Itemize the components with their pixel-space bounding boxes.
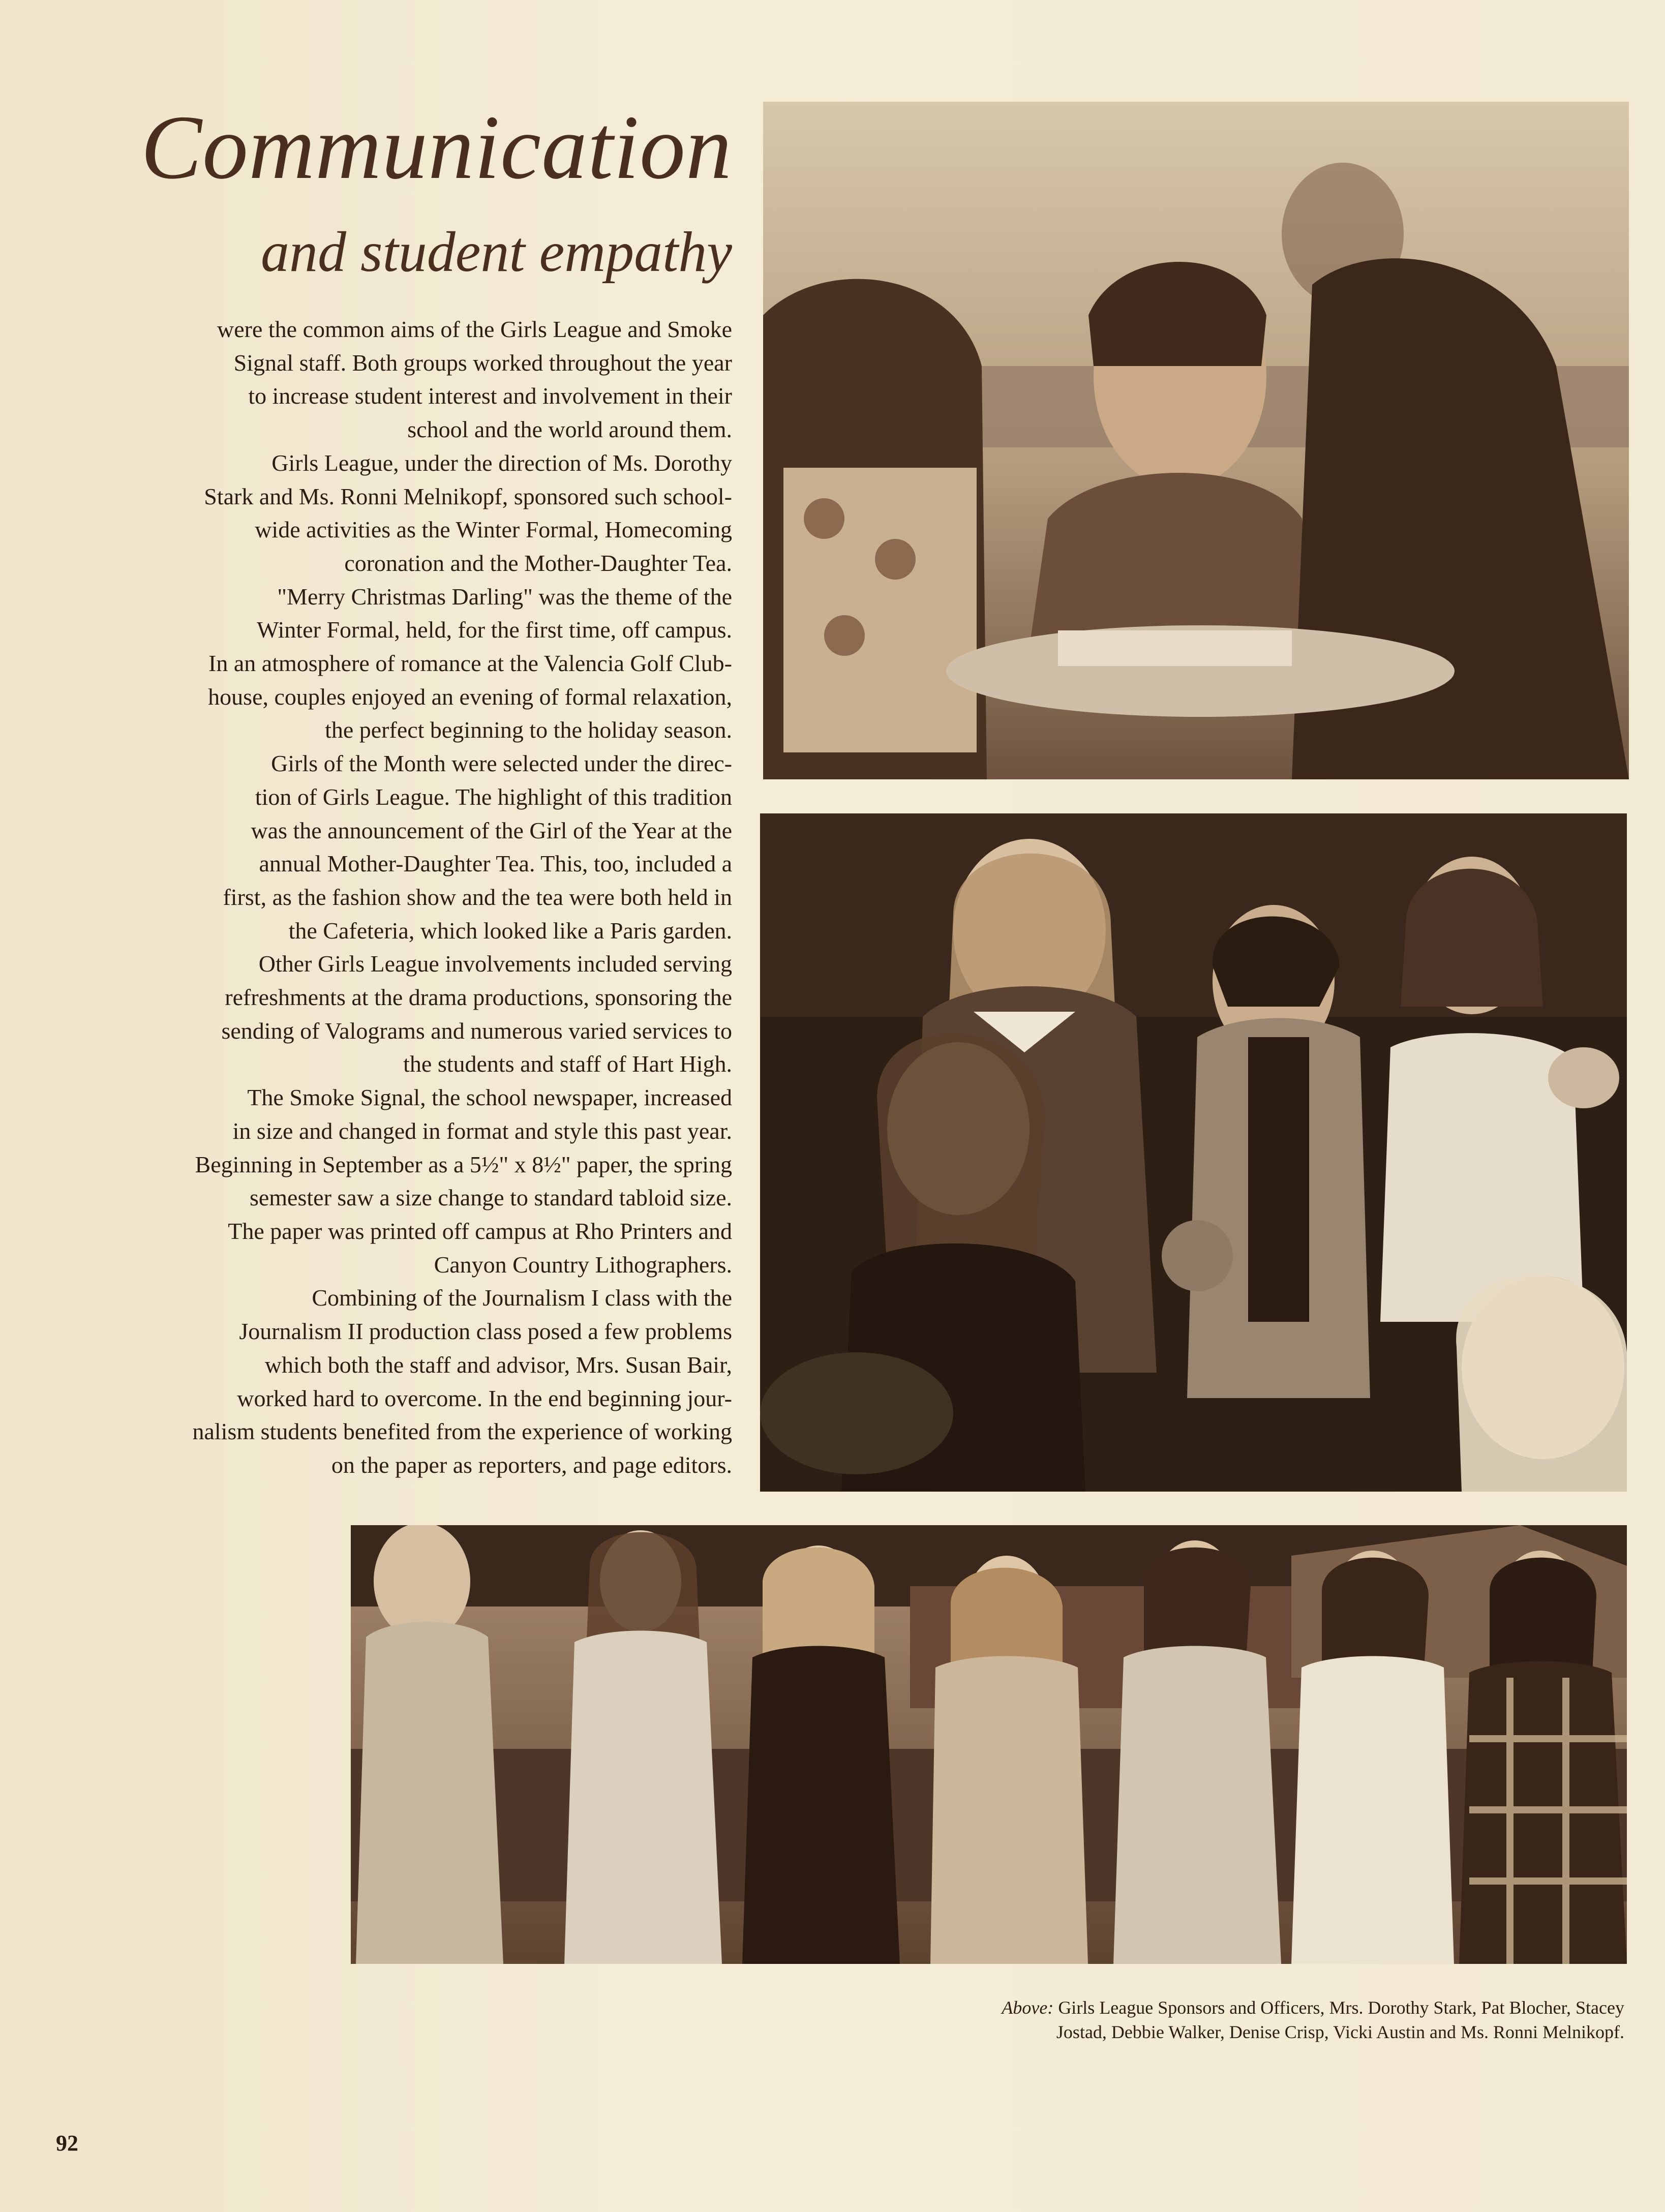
- body-line: to increase student interest and involvement in their: [248, 383, 732, 409]
- body-line: Combining of the Journalism I class with the: [312, 1285, 732, 1311]
- page-subtitle: and student empathy: [261, 221, 732, 284]
- body-line: school and the world around them.: [407, 416, 732, 443]
- caption-line-2: Jostad, Debbie Walker, Denise Crisp, Vicki Austin and Ms. Ronni Melnikopf.: [1056, 2022, 1624, 2042]
- body-line: "Merry Christmas Darling" was the theme of the: [277, 583, 732, 610]
- body-line: semester saw a size change to standard tabloid size.: [249, 1185, 732, 1211]
- body-line: Journalism II production class posed a few problems: [239, 1318, 732, 1345]
- body-line: Girls of the Month were selected under the direc-: [271, 750, 732, 777]
- body-line: Other Girls League involvements included serving: [258, 951, 732, 977]
- body-line: the perfect beginning to the holiday season.: [325, 717, 732, 743]
- body-line: The paper was printed off campus at Rho Printers and: [228, 1218, 732, 1244]
- body-line: on the paper as reporters, and page editors.: [331, 1451, 732, 1478]
- body-line: nalism students benefited from the experience of working: [192, 1418, 732, 1445]
- body-line: Stark and Ms. Ronni Melnikopf, sponsored such school-: [204, 483, 732, 509]
- body-line: refreshments at the drama productions, sponsoring the: [225, 984, 732, 1011]
- body-line: Signal staff. Both groups worked throughout the year: [233, 349, 732, 376]
- body-line: wide activities as the Winter Formal, Homecoming: [255, 517, 732, 543]
- body-line: sending of Valograms and numerous varied services to: [221, 1017, 732, 1044]
- photo-girls-league-officers-image: [351, 1525, 1627, 1964]
- page-number: 92: [56, 2131, 78, 2156]
- body-line: In an atmosphere of romance at the Valencia Golf Club-: [208, 650, 732, 677]
- body-line: was the announcement of the Girl of the Year at the: [251, 817, 732, 843]
- body-line: coronation and the Mother-Daughter Tea.: [344, 550, 732, 576]
- body-line: The Smoke Signal, the school newspaper, increased: [247, 1084, 732, 1111]
- body-line: Beginning in September as a 5½" x 8½" paper, the spring: [195, 1151, 732, 1177]
- body-line: which both the staff and advisor, Mrs. Susan Bair,: [264, 1351, 732, 1378]
- photo-girls-group-image: [760, 813, 1627, 1492]
- body-line: tion of Girls League. The highlight of this tradition: [255, 783, 732, 810]
- body-line: first, as the fashion show and the tea were both held in: [223, 884, 732, 910]
- body-line: Girls League, under the direction of Ms. Dorothy: [271, 449, 732, 476]
- body-line: house, couples enjoyed an evening of formal relaxation,: [208, 683, 732, 710]
- photo-students-at-table: [763, 102, 1629, 779]
- body-line: Canyon Country Lithographers.: [434, 1251, 732, 1278]
- photo-girls-group: [760, 813, 1627, 1492]
- caption-line-1: Girls League Sponsors and Officers, Mrs. Dorothy Stark, Pat Blocher, Stacey: [1058, 1997, 1624, 2018]
- body-line: were the common aims of the Girls League and Smoke: [217, 316, 732, 342]
- photo-students-at-table-image: [763, 102, 1629, 779]
- body-line: annual Mother-Daughter Tea. This, too, included a: [259, 851, 732, 877]
- caption-lead: Above:: [1002, 1997, 1054, 2018]
- body-line: worked hard to overcome. In the end beginning jour-: [237, 1385, 732, 1411]
- photo-girls-league-officers: [351, 1525, 1627, 1964]
- body-line: the students and staff of Hart High.: [403, 1051, 732, 1077]
- body-line: Winter Formal, held, for the first time, off campus.: [257, 617, 732, 643]
- body-line: the Cafeteria, which looked like a Paris garden.: [288, 917, 732, 944]
- article-body: [81, 313, 732, 1482]
- page-title: Communication: [141, 97, 732, 198]
- body-line: in size and changed in format and style this past year.: [232, 1117, 732, 1144]
- photo-caption: [811, 1995, 1624, 2044]
